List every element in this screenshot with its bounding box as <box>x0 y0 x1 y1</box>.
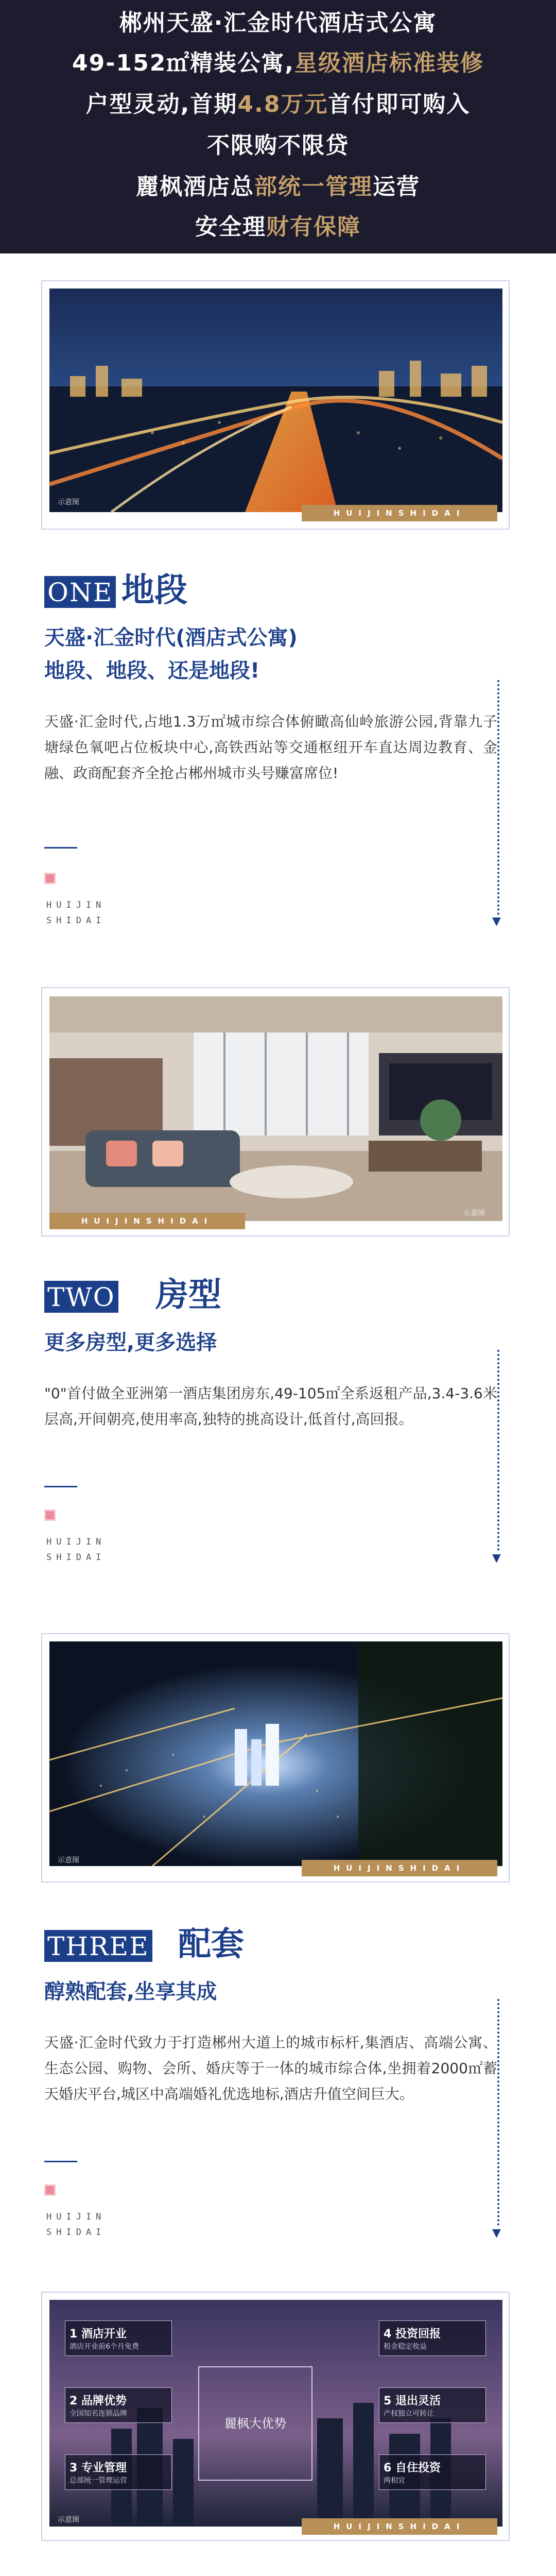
section-two-subtitle: 更多房型,更多选择 <box>44 1331 217 1354</box>
brand-line-2: SHIDAI <box>46 1552 106 1563</box>
section-three-subtitle: 醇熟配套,坐享其成 <box>44 1980 217 2004</box>
section-two-badge: TWO <box>44 1281 118 1313</box>
hero-mgmt-tail: 运营 <box>373 174 420 200</box>
section-one-title: 地段 <box>121 571 187 609</box>
hero-banner <box>0 0 556 253</box>
advantage-desc: 两相宜 <box>384 2477 405 2485</box>
brand-mark <box>46 897 106 928</box>
advantage-title: 投资回报 <box>395 2328 441 2341</box>
divider <box>44 2161 77 2162</box>
hero-title: 郴州天盛·汇金时代酒店式公寓 <box>119 10 437 36</box>
section-one-body: 天盛·汇金时代,占地1.3万㎡城市综合体俯瞰高仙岭旅游公园,背靠九子塘绿色氧吧占位板块中心,高铁西站等交通枢纽开车直达周边教育、金融、政商配套齐全抢占郴州城市头号赚富席位! <box>44 713 497 782</box>
partner-title <box>44 2571 339 2576</box>
hero-decoration-text: 星级酒店标准装修 <box>294 50 484 76</box>
section-three-badge: THREE <box>44 1930 152 1962</box>
hero-area-text: 49-152㎡精装公寓, <box>72 50 295 76</box>
hero-safety-gold: 财有保障 <box>266 214 361 240</box>
advantage-number: 2 <box>70 2395 78 2408</box>
hero-price-value: 4.8万元 <box>237 91 328 117</box>
hero-line-policy: 不限购不限贷 <box>207 132 349 159</box>
advantage-number: 5 <box>384 2395 392 2408</box>
dotted-line <box>497 680 499 915</box>
hero-mgmt-gold: 部统一管理 <box>254 174 373 200</box>
advantage-title: 专业管理 <box>81 2462 127 2475</box>
section-one-tagline: 地段、地段、还是地段! <box>44 659 260 683</box>
advantage-card <box>65 2454 172 2490</box>
advantage-number: 6 <box>384 2462 392 2475</box>
chevron-down-icon: ▼ <box>492 1552 501 1565</box>
advantage-desc: 酒店开业前6个月免费 <box>70 2343 139 2351</box>
advantage-card <box>379 2320 486 2356</box>
hero-price-tail: 首付即可购入 <box>328 91 471 117</box>
chevron-down-icon: ▼ <box>492 915 501 928</box>
advantage-number: 4 <box>384 2328 392 2341</box>
advantage-desc: 总部统一管理运营 <box>70 2477 127 2485</box>
advantage-card <box>379 2387 486 2423</box>
advantage-desc: 全国知名连锁品牌 <box>70 2410 127 2418</box>
advantage-title: 退出灵活 <box>395 2395 441 2408</box>
hero-safety-lead: 安全理 <box>195 214 266 240</box>
brand-line-2: SHIDAI <box>46 916 106 926</box>
section-one-badge: ONE <box>44 576 116 608</box>
watermark-label: 示意图 <box>463 1209 485 1217</box>
brand-line-1: HUIJIN <box>46 1537 106 1547</box>
infographic-center-label: 麗枫大优势 <box>224 2416 286 2431</box>
city-night-photo <box>49 289 502 512</box>
advantage-card <box>65 2320 172 2356</box>
watermark-label: 示意图 <box>58 1856 79 1865</box>
brand-mark <box>46 1534 106 1565</box>
brand-line-1: HUIJIN <box>46 900 106 910</box>
section-two-title: 房型 <box>155 1276 221 1314</box>
pink-square-icon <box>44 1510 56 1521</box>
advantage-desc: 租金稳定收益 <box>384 2343 427 2351</box>
section-one-subtitle: 天盛·汇金时代(酒店式公寓) <box>44 626 298 650</box>
hero-mgmt-lead: 麗枫酒店总 <box>136 174 254 200</box>
hero-line-price <box>0 86 556 118</box>
dotted-line <box>497 1350 499 1551</box>
brand-bar: HUIJINSHIDAI <box>302 1860 497 1876</box>
divider <box>44 1486 77 1487</box>
section-three-body: 天盛·汇金时代致力于打造郴州大道上的城市标杆,集酒店、高端公寓、生态公园、购物、会所、婚庆等于一体的城市综合体,坐拥着2000㎡蓄天婚庆平台,城区中高端婚礼优选地标,酒店升值空间巨大。 <box>44 2034 497 2103</box>
divider <box>44 847 77 849</box>
advantage-title: 品牌优势 <box>81 2395 127 2408</box>
watermark-label: 示意图 <box>58 498 79 506</box>
dotted-line <box>497 1999 499 2226</box>
pink-square-icon <box>44 873 56 884</box>
hero-price-lead: 户型灵动,首期 <box>85 91 238 117</box>
advantages-infographic <box>49 2300 502 2527</box>
brand-bar: HUIJINSHIDAI <box>49 1213 245 1229</box>
chevron-down-icon: ▼ <box>492 2227 501 2240</box>
advantage-number: 1 <box>70 2328 78 2341</box>
interior-photo <box>49 996 502 1221</box>
section-two-body: "0"首付做全亚洲第一酒店集团房东,49-105㎡全系返租产品,3.4-3.6米层高,开间朝亮,使用率高,独特的挑高设计,低首付,高回报。 <box>44 1385 497 1428</box>
advantage-card <box>65 2387 172 2423</box>
brand-mark <box>46 2209 106 2240</box>
brand-bar: HUIJINSHIDAI <box>302 505 497 521</box>
aerial-render-photo <box>49 1641 502 1866</box>
brand-line-1: HUIJIN <box>46 2212 106 2222</box>
advantage-number: 3 <box>70 2462 78 2475</box>
advantage-title: 酒店开业 <box>81 2328 127 2341</box>
pink-square-icon <box>44 2184 56 2196</box>
advantage-card <box>379 2454 486 2490</box>
section-three-title: 配套 <box>178 1925 244 1963</box>
brand-line-2: SHIDAI <box>46 2227 106 2238</box>
hero-line-management <box>0 168 556 201</box>
advantage-desc: 产权独立可转让 <box>384 2410 434 2418</box>
watermark-label: 示意图 <box>58 2516 79 2524</box>
advantage-title: 自住投资 <box>395 2462 441 2475</box>
hero-line-safety <box>0 208 556 241</box>
brand-bar: HUIJINSHIDAI <box>302 2518 497 2535</box>
hero-line-area <box>0 44 556 77</box>
